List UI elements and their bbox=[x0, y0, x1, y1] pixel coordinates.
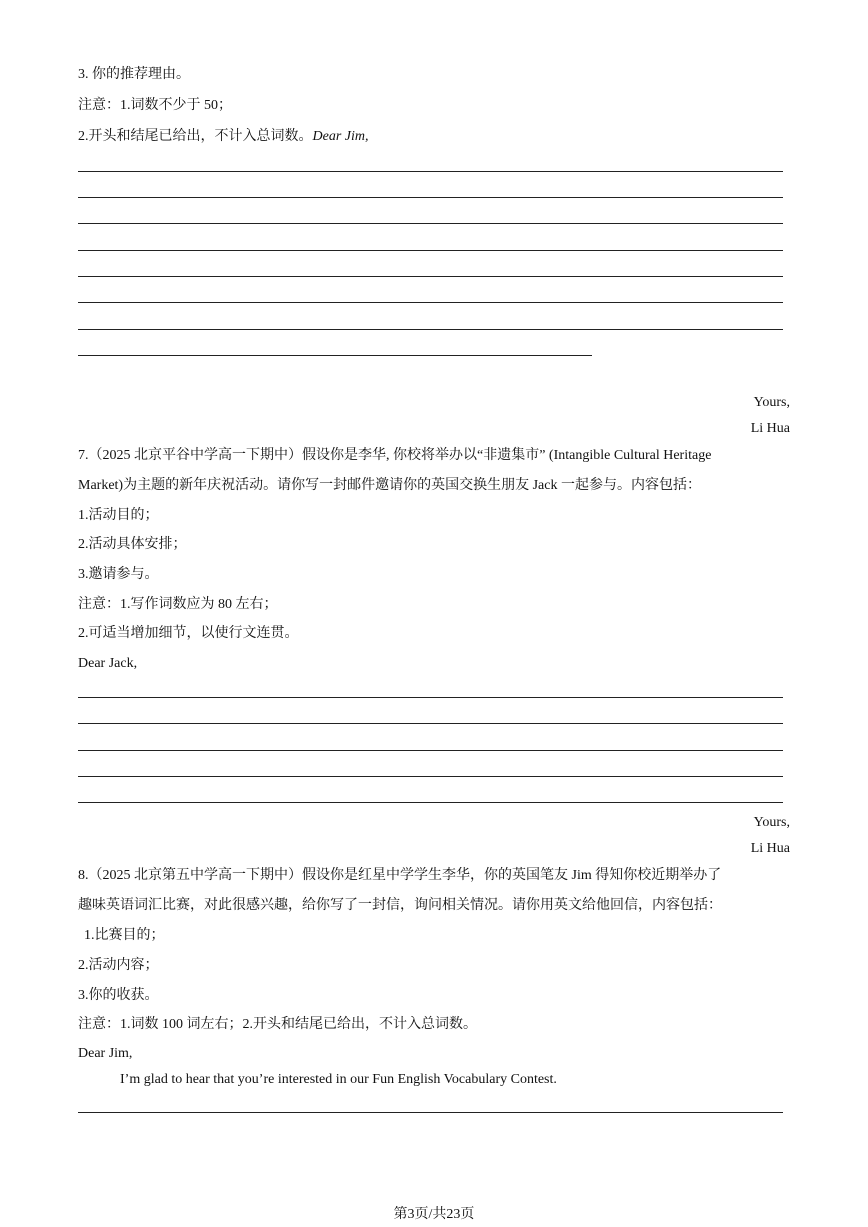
q7-item-1: 1.活动目的； bbox=[78, 508, 159, 523]
q6-note-2 bbox=[78, 128, 369, 146]
q6-closing: Yours, bbox=[753, 395, 790, 410]
answer-line bbox=[78, 276, 783, 277]
q7-item-3: 3.邀请参与。 bbox=[78, 567, 159, 582]
q8-note: 注意：1.词数 100 词左右；2.开头和结尾已给出，不计入总词数。 bbox=[78, 1017, 477, 1032]
q8-prompt-line-1: 8.（2025 北京第五中学高一下期中）假设你是红星中学学生李华，你的英国笔友 Jim 得知你校近期举办了 bbox=[78, 868, 722, 883]
answer-line bbox=[78, 1112, 783, 1113]
q7-salutation: Dear Jack, bbox=[78, 656, 138, 671]
q8-item-3: 3.你的收获。 bbox=[78, 988, 159, 1003]
q6-item-3: 3. 你的推荐理由。 bbox=[78, 67, 190, 82]
q6-note-2-text: 2.开头和结尾已给出，不计入总词数。 bbox=[78, 129, 313, 144]
q6-salutation: Dear Jim, bbox=[312, 129, 369, 144]
answer-line bbox=[78, 329, 783, 330]
q7-note-1: 注意：1.写作词数应为 80 左右； bbox=[78, 597, 278, 612]
q8-item-2: 2.活动内容； bbox=[78, 958, 159, 973]
answer-line bbox=[78, 223, 783, 224]
answer-line bbox=[78, 697, 783, 698]
answer-line bbox=[78, 302, 783, 303]
answer-line bbox=[78, 355, 592, 356]
q7-closing: Yours, bbox=[753, 815, 790, 830]
answer-line bbox=[78, 723, 783, 724]
q7-prompt-line-1: 7.（2025 北京平谷中学高一下期中）假设你是李华, 你校将举办以“非遗集市” (Intangible Cultural Heritage bbox=[78, 448, 712, 463]
page-number: 第3页/共23页 bbox=[393, 1207, 475, 1222]
q8-salutation: Dear Jim, bbox=[78, 1046, 133, 1061]
q7-note-2: 2.可适当增加细节，以使行文连贯。 bbox=[78, 626, 299, 641]
q8-prompt-line-2: 趣味英语词汇比赛，对此很感兴趣，给你写了一封信，询问相关情况。请你用英文给他回信，内容包括： bbox=[78, 898, 722, 913]
q6-signature: Li Hua bbox=[750, 421, 790, 436]
answer-line bbox=[78, 250, 783, 251]
q8-opening-sentence: I’m glad to hear that you’re interested in our Fun English Vocabulary Contest. bbox=[120, 1072, 557, 1087]
answer-line bbox=[78, 750, 783, 751]
answer-line bbox=[78, 197, 783, 198]
answer-line bbox=[78, 776, 783, 777]
q7-prompt-line-2: Market)为主题的新年庆祝活动。请你写一封邮件邀请你的英国交换生朋友 Jack 一起参与。内容包括： bbox=[78, 478, 701, 493]
q6-note-1: 注意：1.词数不少于 50； bbox=[78, 98, 232, 113]
q7-item-2: 2.活动具体安排； bbox=[78, 537, 187, 552]
answer-line bbox=[78, 802, 783, 803]
q7-signature: Li Hua bbox=[750, 841, 790, 856]
answer-line bbox=[78, 171, 783, 172]
q8-item-1: 1.比赛目的； bbox=[84, 928, 165, 943]
